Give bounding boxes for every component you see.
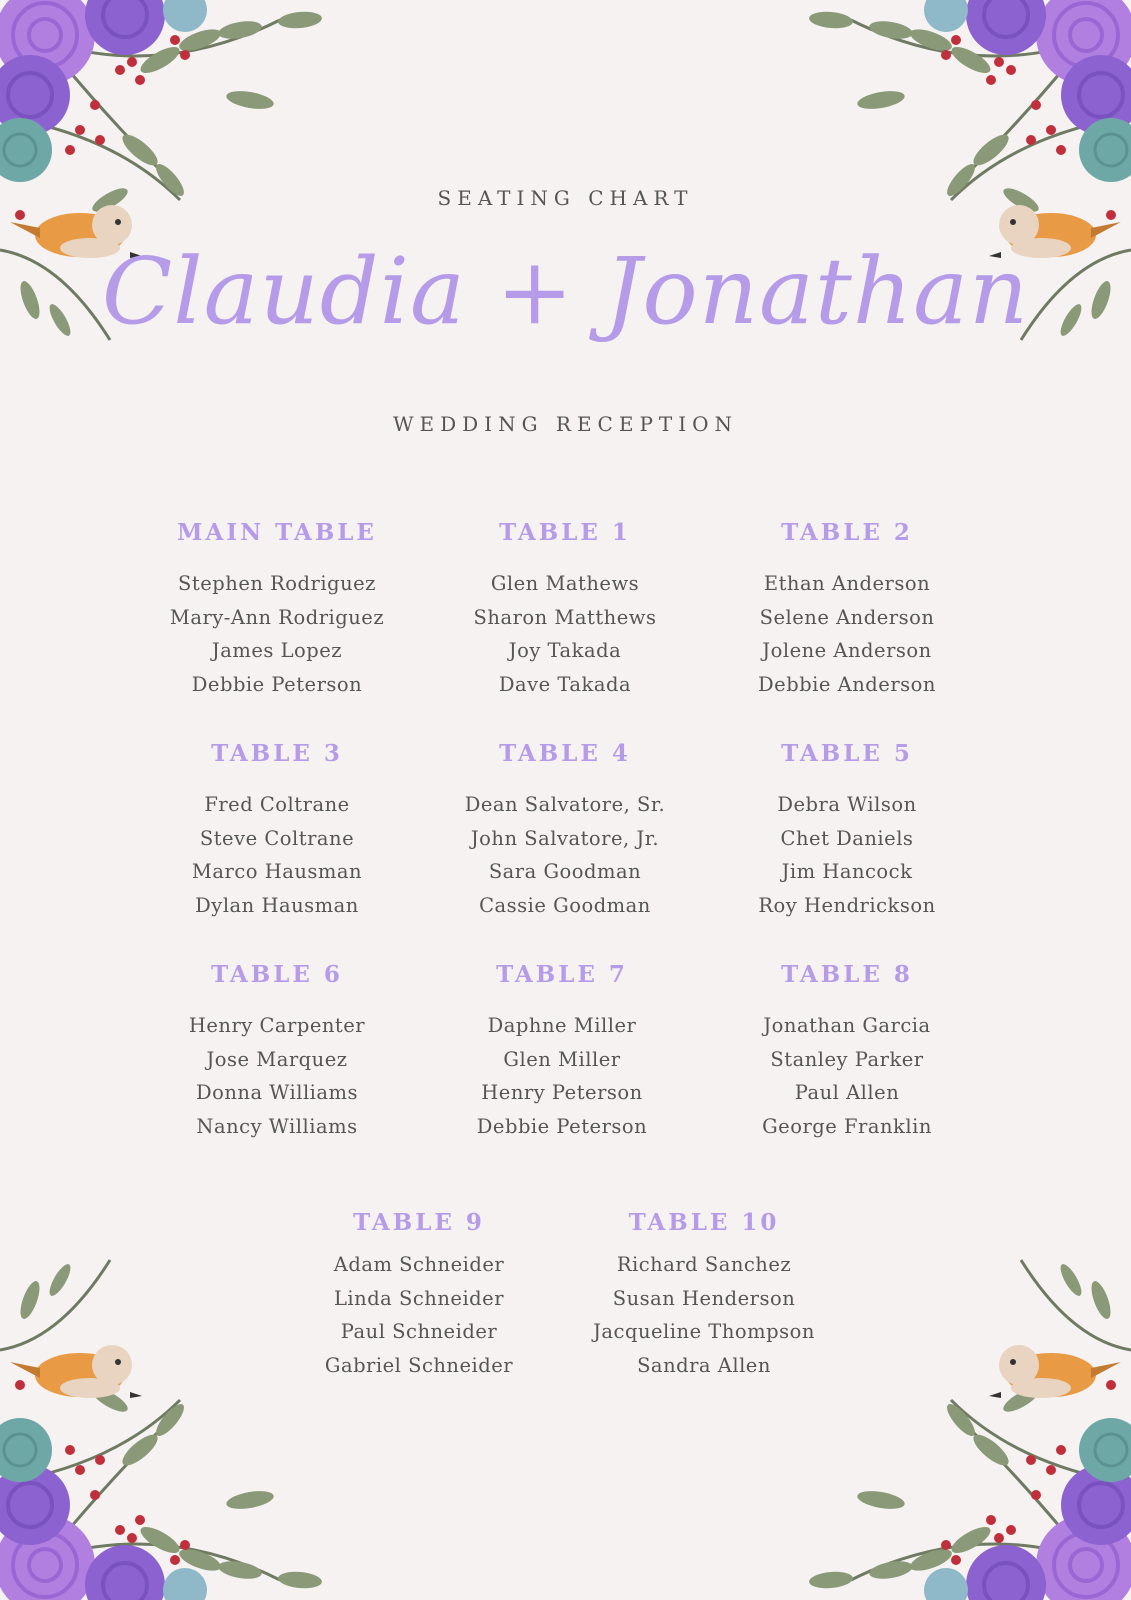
table-title: TABLE 1 — [499, 519, 631, 546]
guest-name: Steve Coltrane — [199, 826, 355, 850]
guest-name: Sharon Matthews — [473, 605, 657, 629]
table-title: TABLE 4 — [499, 740, 631, 767]
guest-name: Gabriel Schneider — [324, 1353, 514, 1377]
guest-name: Susan Henderson — [612, 1286, 796, 1310]
table-6 — [137, 961, 417, 1143]
guest-name: Dave Takada — [498, 672, 632, 696]
guest-name: Sandra Allen — [637, 1353, 771, 1377]
guest-name: George Franklin — [762, 1114, 932, 1138]
table-title: TABLE 6 — [211, 961, 343, 988]
guest-name: Paul Allen — [794, 1081, 900, 1104]
guest-name: Marco Hausman — [191, 860, 363, 883]
table-title: MAIN TABLE — [177, 519, 377, 546]
guest-name: Fred Coltrane — [204, 793, 350, 816]
event-label: WEDDING RECEPTION — [392, 412, 739, 436]
guest-name: Stephen Rodriguez — [178, 572, 376, 595]
guest-name: John Salvatore, Jr. — [470, 826, 660, 850]
guest-name: Jonathan Garcia — [763, 1014, 931, 1037]
table-title: TABLE 9 — [353, 1209, 485, 1236]
guest-name: Debbie Peterson — [191, 672, 363, 696]
table-9 — [279, 1209, 559, 1382]
guest-name: Glen Miller — [503, 1047, 621, 1071]
guest-name: Joy Takada — [508, 639, 622, 662]
table-title: TABLE 3 — [211, 740, 343, 767]
guest-name: Selene Anderson — [759, 605, 935, 629]
guest-name: Chet Daniels — [780, 826, 914, 850]
table-8 — [707, 961, 987, 1143]
guest-name: Ethan Anderson — [763, 572, 931, 595]
guest-name: Mary-Ann Rodriguez — [169, 605, 385, 629]
guest-name: Debbie Anderson — [758, 672, 936, 696]
table-title: TABLE 5 — [781, 740, 913, 767]
guest-name: Sara Goodman — [488, 860, 642, 883]
table-5 — [707, 740, 987, 922]
guest-name: Dylan Hausman — [195, 893, 359, 917]
table-title: TABLE 8 — [781, 961, 913, 988]
table-title: TABLE 10 — [628, 1209, 780, 1236]
guest-name: Donna Williams — [195, 1081, 359, 1104]
guest-name: Nancy Williams — [196, 1114, 358, 1138]
guest-name: Linda Schneider — [333, 1286, 505, 1310]
table-10 — [564, 1209, 844, 1382]
guest-name: Jose Marquez — [206, 1047, 348, 1071]
guest-name: Paul Schneider — [340, 1320, 498, 1343]
guest-name: Richard Sanchez — [616, 1253, 792, 1276]
guest-name: Henry Carpenter — [188, 1014, 366, 1037]
table-4 — [425, 740, 705, 922]
table-title: TABLE 2 — [781, 519, 913, 546]
document-label: SEATING CHART — [437, 186, 694, 210]
guest-name: Adam Schneider — [333, 1253, 505, 1276]
guest-name: Stanley Parker — [770, 1047, 924, 1071]
guest-name: James Lopez — [211, 639, 343, 662]
table-3 — [137, 740, 417, 922]
guest-name: Dean Salvatore, Sr. — [464, 793, 666, 816]
couple-names: Claudia + Jonathan — [101, 238, 1030, 345]
guest-name: Henry Peterson — [481, 1081, 643, 1104]
guest-name: Daphne Miller — [487, 1014, 637, 1037]
table-title: TABLE 7 — [496, 961, 628, 988]
table-2 — [707, 519, 987, 701]
guest-name: Glen Mathews — [490, 572, 640, 595]
guest-name: Debbie Peterson — [476, 1114, 648, 1138]
guest-name: Cassie Goodman — [479, 893, 651, 917]
guest-name: Debra Wilson — [777, 793, 917, 816]
guest-name: Jolene Anderson — [762, 639, 932, 662]
table-main — [137, 519, 417, 701]
guest-name: Roy Hendrickson — [758, 893, 936, 917]
guest-name: Jim Hancock — [781, 860, 913, 883]
guest-name: Jacqueline Thompson — [593, 1320, 815, 1343]
table-7 — [422, 961, 702, 1143]
table-1 — [425, 519, 705, 701]
